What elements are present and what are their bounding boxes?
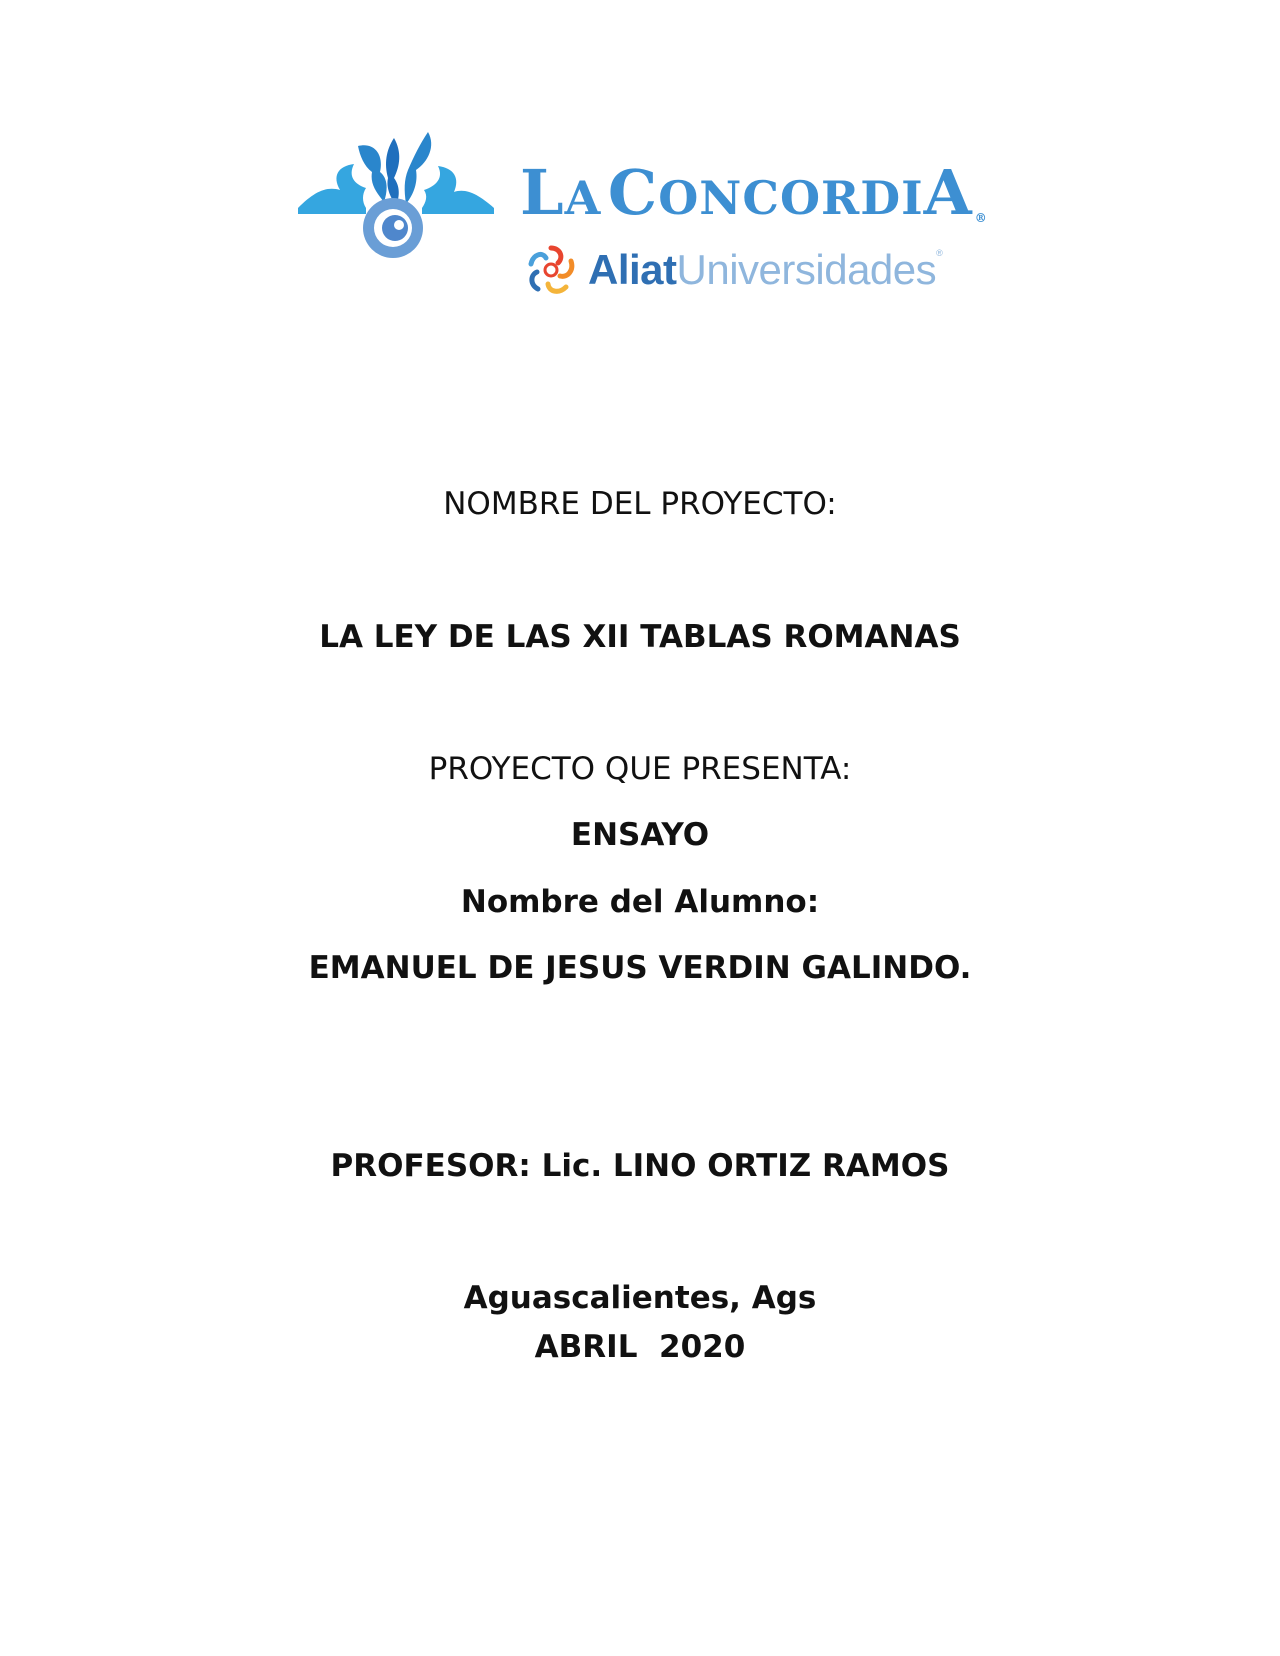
project-label: NOMBRE DEL PROYECTO:	[443, 486, 837, 522]
logo-title-l: L	[520, 156, 565, 229]
logo-title-oncordi: ONCORDI	[658, 171, 924, 225]
logo-title-end: A	[923, 156, 973, 229]
la-concordia-sunburst-icon	[296, 132, 496, 262]
logo-title-c: C	[607, 156, 659, 229]
aliat-flower-icon	[524, 243, 578, 297]
document-type: ENSAYO	[570, 817, 710, 853]
student-label: Nombre del Alumno:	[460, 884, 820, 920]
professor-line: PROFESOR: Lic. LINO ORTIZ RAMOS	[330, 1148, 950, 1184]
logo-title-a: A	[564, 171, 602, 225]
aliat-brand	[524, 240, 942, 300]
aliat-bold-text: Aliat	[588, 246, 677, 293]
date: ABRIL 2020	[534, 1329, 746, 1365]
aliat-light-text: Universidades	[676, 246, 937, 293]
student-name: EMANUEL DE JESUS VERDIN GALINDO.	[308, 950, 972, 986]
aliat-trademark: ®	[936, 248, 943, 258]
project-title: LA LEY DE LAS XII TABLAS ROMANAS	[319, 619, 961, 655]
registered-mark: ®	[974, 211, 988, 225]
presenter-label: PROYECTO QUE PRESENTA:	[428, 751, 852, 787]
university-logo	[296, 132, 996, 302]
logo-title	[520, 156, 988, 229]
location: Aguascalientes, Ags	[463, 1280, 817, 1316]
